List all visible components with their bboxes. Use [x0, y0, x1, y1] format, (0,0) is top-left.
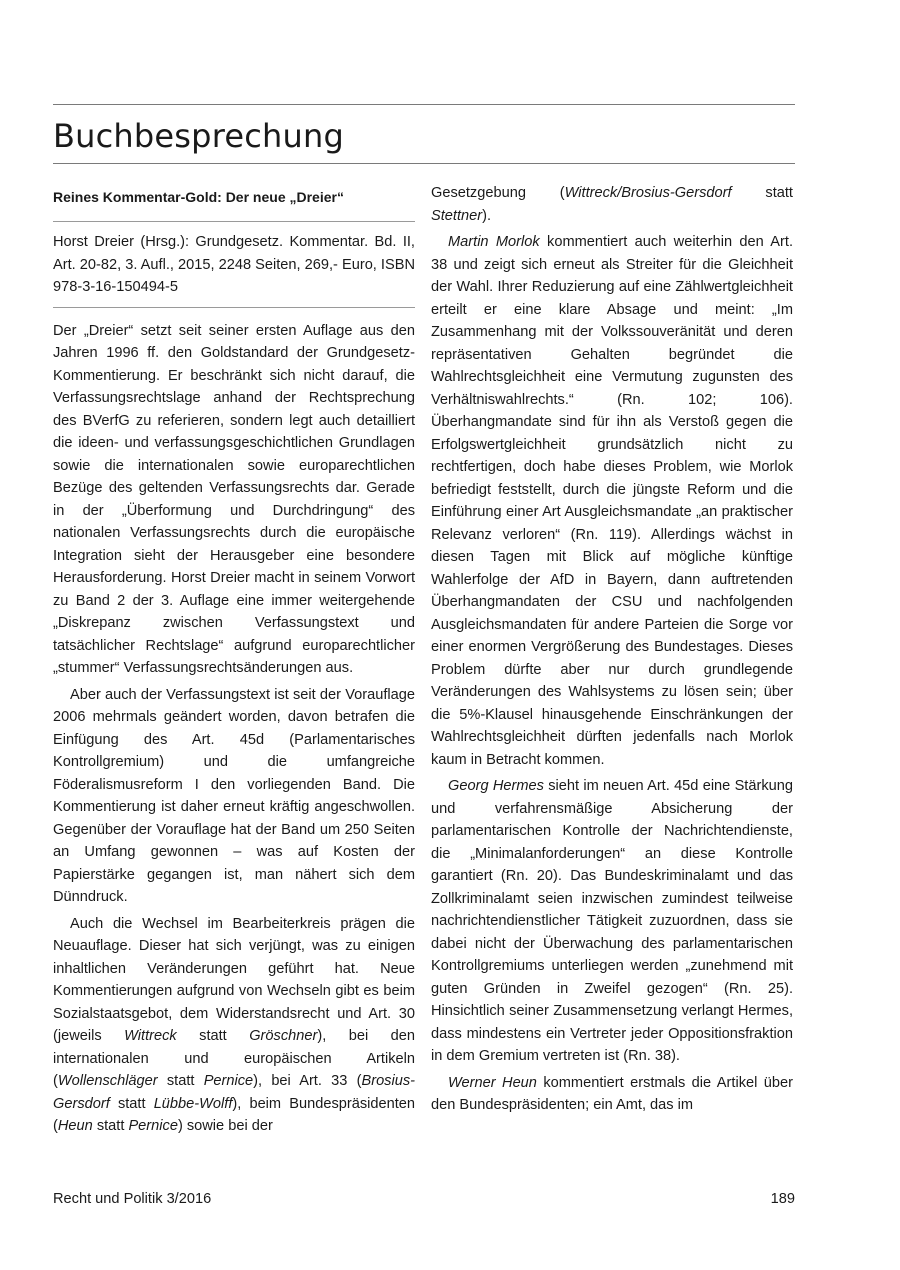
author-name: Heun: [57, 1118, 93, 1134]
paragraph-continued: Gesetzgebung (Wittreck/Brosius-Gersdorf statt Stettner).: [431, 185, 793, 224]
author-name: Stettner: [431, 207, 483, 224]
author-name: Wollenschläger: [57, 1073, 158, 1089]
bibliography: Horst Dreier (Hrsg.): Grundgesetz. Kommentar. Bd. II, Art. 20-82, 3. Aufl., 2015, 2248 Seiten, 269,- Euro, ISBN 978-3-16-150494-5: [53, 234, 415, 295]
author-name: Werner Heun: [448, 1074, 537, 1091]
author-name: Georg Hermes: [448, 778, 544, 794]
review-title: Reines Kommentar-Gold: Der neue „Dreier“: [53, 189, 344, 205]
paragraph: Werner Heun kommentiert erstmals die Artikel über den Bundespräsidenten; ein Amt, das im: [431, 1074, 793, 1113]
author-name: Gröschner: [249, 1028, 318, 1044]
paragraph: Der „Dreier“ setzt seit seiner ersten Auflage aus den Jahren 1996 ff. den Goldstandard der Grundgesetz-Kommentierung. Er beschränkt sich nicht darauf, die Verfassungsrechtslage anhand der Rechtsprechung des BVerfG zu referieren, sondern legt auch detailliert die ideen- und verfassungsgeschichtlichen Grundlagen sowie die internationalen sowie europarechtlichen Bezüge des geltenden Verfassungsrechts dar. Gerade in der „Überformung und Durchdringung“ des nationalen Verfassungsrechts durch die europäische Integration sieht der Herausgeber eine besondere Herausforderung. Horst Dreier macht in seinem Vorwort zu Band 2 der 3. Auflage eine immer weitergehende „Diskrepanz zwischen Verfassungstext und tatsächlicher Rechtslage“ aufgrund europarechtlicher „stummer“ Verfassungsrechtsänderungen aus.: [53, 322, 415, 676]
paragraph: Aber auch der Verfassungstext ist seit der Vorauflage 2006 mehrmals geändert worden, davon betrafen die Einfügung des Art. 45d (Parlamentarisches Kontrollgremium) und die umfangreiche Föderalismusreform I den vorliegenden Band. Die Kommentierung ist daher erneut kräftig angeschwollen. Gegenüber der Vorauflage hat der Band um 250 Seiten an Umfang gewonnen – was auf Kosten der Papierstärke gegangen ist, man nähert sich dem Dünndruck.: [53, 686, 415, 905]
paragraph: Georg Hermes sieht im neuen Art. 45d eine Stärkung und verfahrensmäßige Absicherung der parlamentarischen Kontrolle der Nachrichtendienste, die „Minimalanforderungen“ an diese Kontrolle garantiert (Rn. 20). Das Bundeskriminalamt und das Zollkriminalamt seien inzwischen zumindest teilweise nachrichtendienstlicher Tätigkeit zuzuordnen, dass sie dabei nicht der Überwachung des parlamentarischen Kontrollgremiums unterliegen werden „zunehmend mit guten Gründen in Zweifel gezogen“ (Rn. 25). Hinsichtlich seiner Zusammensetzung verlangt Hermes, dass mindestens ein Vertreter jeder Oppositionsfraktion in dem Gremium vertreten ist (Rn. 38).: [431, 778, 793, 1064]
journal-footer: Recht und Politik 3/2016: [53, 1191, 212, 1207]
page-number: 189: [770, 1191, 795, 1207]
left-column: [53, 182, 415, 1138]
author-name: Martin Morlok: [448, 234, 540, 250]
author-name: Wittreck/Brosius-Gersdorf: [564, 185, 732, 201]
top-rule: [53, 104, 795, 105]
right-column: [431, 182, 793, 1117]
bibliography-rule: [53, 307, 415, 308]
paragraph: Auch die Wechsel im Bearbeiterkreis prägen die Neuauflage. Dieser hat sich verjüngt, was zu einigen inhaltlichen Veränderungen geführt hat. Neue Kommentierungen aufgrund von Wechseln gibt es beim Sozialstaatsgebot, dem Widerstandsrecht und Art. 30 (jeweils Wittreck statt Gröschner), bei den internationalen und europäischen Artikeln (Wollenschläger statt Pernice), bei Art. 33 (Brosius-Gersdorf statt Lübbe-Wolff), beim Bundespräsidenten (Heun statt Pernice) sowie bei der: [53, 915, 416, 1134]
author-name: Pernice: [128, 1118, 178, 1134]
section-rule: [53, 163, 795, 164]
author-name: Lübbe-Wolff: [153, 1095, 233, 1112]
author-name: Pernice: [203, 1073, 254, 1089]
title-rule: [53, 221, 415, 222]
author-name: Brosius-Gersdorf: [53, 1073, 415, 1112]
section-title: Buchbesprechung: [53, 117, 344, 155]
paragraph: Martin Morlok kommentiert auch weiterhin den Art. 38 und zeigt sich erneut als Streiter für die Gleichheit der Wahl. Ihrer Reduzierung auf eine Zählwertgleichheit erteilt er eine klare Absage und meint: „Im Zusammenhang mit der Volkssouveränität und deren repräsentativen Gehalten begründet die Wahlrechtsgleichheit eine Vermutung zugunsten des Verhältniswahlrechts.“ (Rn. 102; 106). Überhangmandate sind für ihn als Verstoß gegen die Erfolgswertgleichheit grundsätzlich nicht zu rechtfertigen, doch habe dieses Problem, wie Morlok befriedigt feststellt, durch die jüngste Reform und die Einführung einer Art Ausgleichsmandate „an praktischer Relevanz verloren“ (Rn. 119). Allerdings wächst in diesen Tagen mit Blick auf mögliche künftige Wahlerfolge der AfD in Bayern, dann auftretenden Überhangmandaten der CSU und nachfolgenden Ausgleichsmandaten für andere Parteien die Sorge vor einer enormen Vergrößerung des Bundestages. Dieses Problem dürfte aber nur durch grundlegende Veränderungen des Wahlsystems zu lösen sein; über die 5%-Klausel hinausgehende Einschränkungen der Wahlrechtsgleichheit dürften jedenfalls nach Morlok kaum in Betracht kommen.: [431, 234, 794, 768]
author-name: Wittreck: [124, 1028, 177, 1044]
